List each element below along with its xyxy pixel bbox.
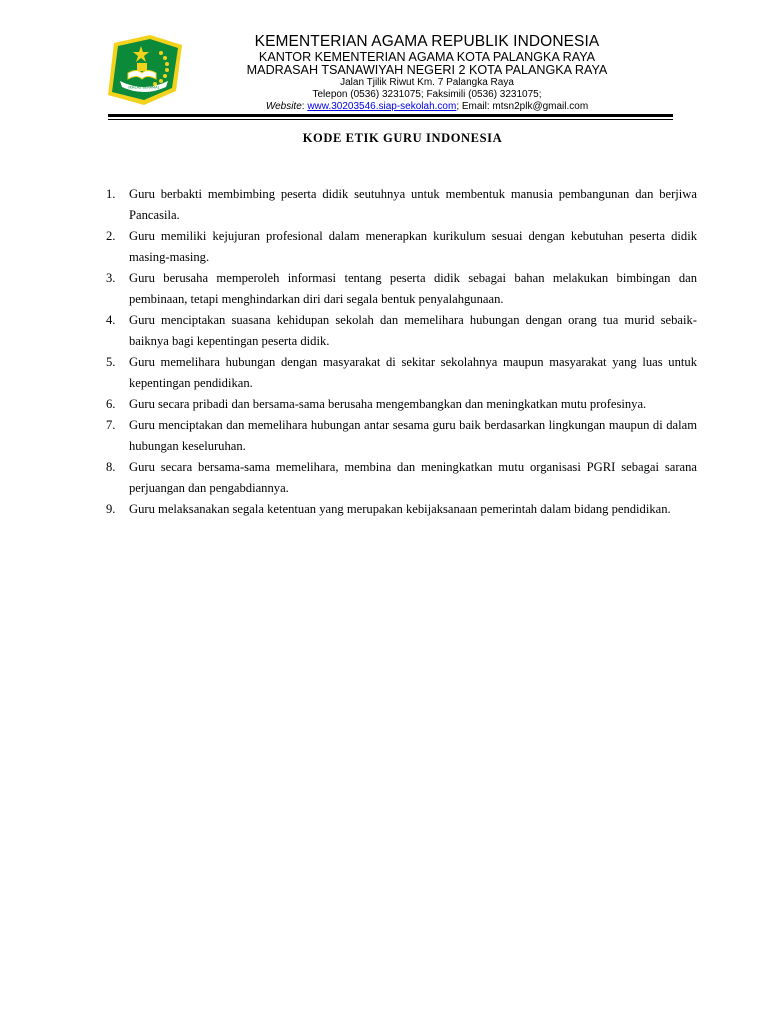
website-email: [200, 101, 654, 113]
list-item: [106, 499, 697, 520]
letterhead-rule-thin: [108, 119, 673, 120]
code-of-ethics-list: [106, 184, 697, 520]
item-text: Guru melaksanakan segala ketentuan yang merupakan kebijaksanaan pemerintah dalam bidang pendidikan.: [129, 502, 671, 516]
item-text: Guru menciptakan dan memelihara hubungan antar sesama guru baik berdasarkan lingkungan maupun di dalam hubungan keseluruhan.: [129, 418, 697, 453]
list-item: [106, 226, 697, 268]
kemenag-logo-icon: [104, 33, 184, 107]
ministry-name: KEMENTERIAN AGAMA REPUBLIK INDONESIA: [254, 33, 600, 50]
office-name: KANTOR KEMENTERIAN AGAMA KOTA PALANGKA RAYA: [258, 49, 596, 64]
item-text: Guru memiliki kejujuran profesional dalam menerapkan kurikulum sesuai dengan kebutuhan peserta didik masing-masing.: [129, 229, 697, 264]
item-number: 6.: [106, 397, 116, 411]
item-text: Guru menciptakan suasana kehidupan sekolah dan memelihara hubungan dengan orang tua murid sebaik-baiknya bagi kepentingan peserta didik.: [129, 313, 697, 348]
list-item: [106, 268, 697, 310]
item-number: 5.: [106, 355, 116, 369]
list-item: [106, 457, 697, 499]
school-name: MADRASAH TSANAWIYAH NEGERI 2 KOTA PALANGKA RAYA: [246, 62, 608, 77]
item-text: Guru berbakti membimbing peserta didik seutuhnya untuk membentuk manusia pembangunan dan berjiwa Pancasila.: [129, 187, 697, 222]
email-text: ; Email: mtsn2plk@gmail.com: [456, 100, 589, 112]
letterhead-rule-thick: [108, 114, 673, 117]
list-item: [106, 394, 697, 415]
item-number: 9.: [106, 502, 116, 516]
website-label: Website: [265, 100, 302, 112]
website-separator: :: [301, 100, 308, 112]
item-text: Guru secara pribadi dan bersama-sama berusaha mengembangkan dan meningkatkan mutu profesinya.: [129, 397, 647, 411]
logo-caption: IKHLAS BERAMAL: [128, 85, 160, 90]
item-number: 7.: [106, 418, 116, 432]
letterhead: [0, 0, 768, 120]
list-item: [106, 352, 697, 394]
document-title: KODE ETIK GURU INDONESIA: [302, 131, 503, 145]
website-link[interactable]: www.30203546.siap-sekolah.com: [307, 100, 457, 112]
item-number: 8.: [106, 460, 116, 474]
address: Jalan Tjilik Riwut Km. 7 Palangka Raya: [340, 76, 514, 88]
letterhead-text: [200, 34, 654, 113]
item-text: Guru berusaha memperoleh informasi tentang peserta didik sebagai bahan melakukan bimbingan dan pembinaan, tetapi menghindarkan diri dari segala bentuk penyalahgunaan.: [129, 271, 697, 306]
item-number: 2.: [106, 229, 116, 243]
list-item: [106, 184, 697, 226]
item-text: Guru secara bersama-sama memelihara, membina dan meningkatkan mutu organisasi PGRI sebagai sarana perjuangan dan pengabdiannya.: [129, 460, 697, 495]
item-number: 1.: [106, 187, 116, 201]
list-item: [106, 415, 697, 457]
item-text: Guru memelihara hubungan dengan masyarakat di sekitar sekolahnya maupun masyarakat yang luas untuk kepentingan pendidikan.: [129, 355, 697, 390]
item-number: 4.: [106, 313, 116, 327]
list-item: [106, 310, 697, 352]
item-number: 3.: [106, 271, 116, 285]
phone-fax: Telepon (0536) 3231075; Faksimili (0536) 3231075;: [312, 88, 542, 100]
